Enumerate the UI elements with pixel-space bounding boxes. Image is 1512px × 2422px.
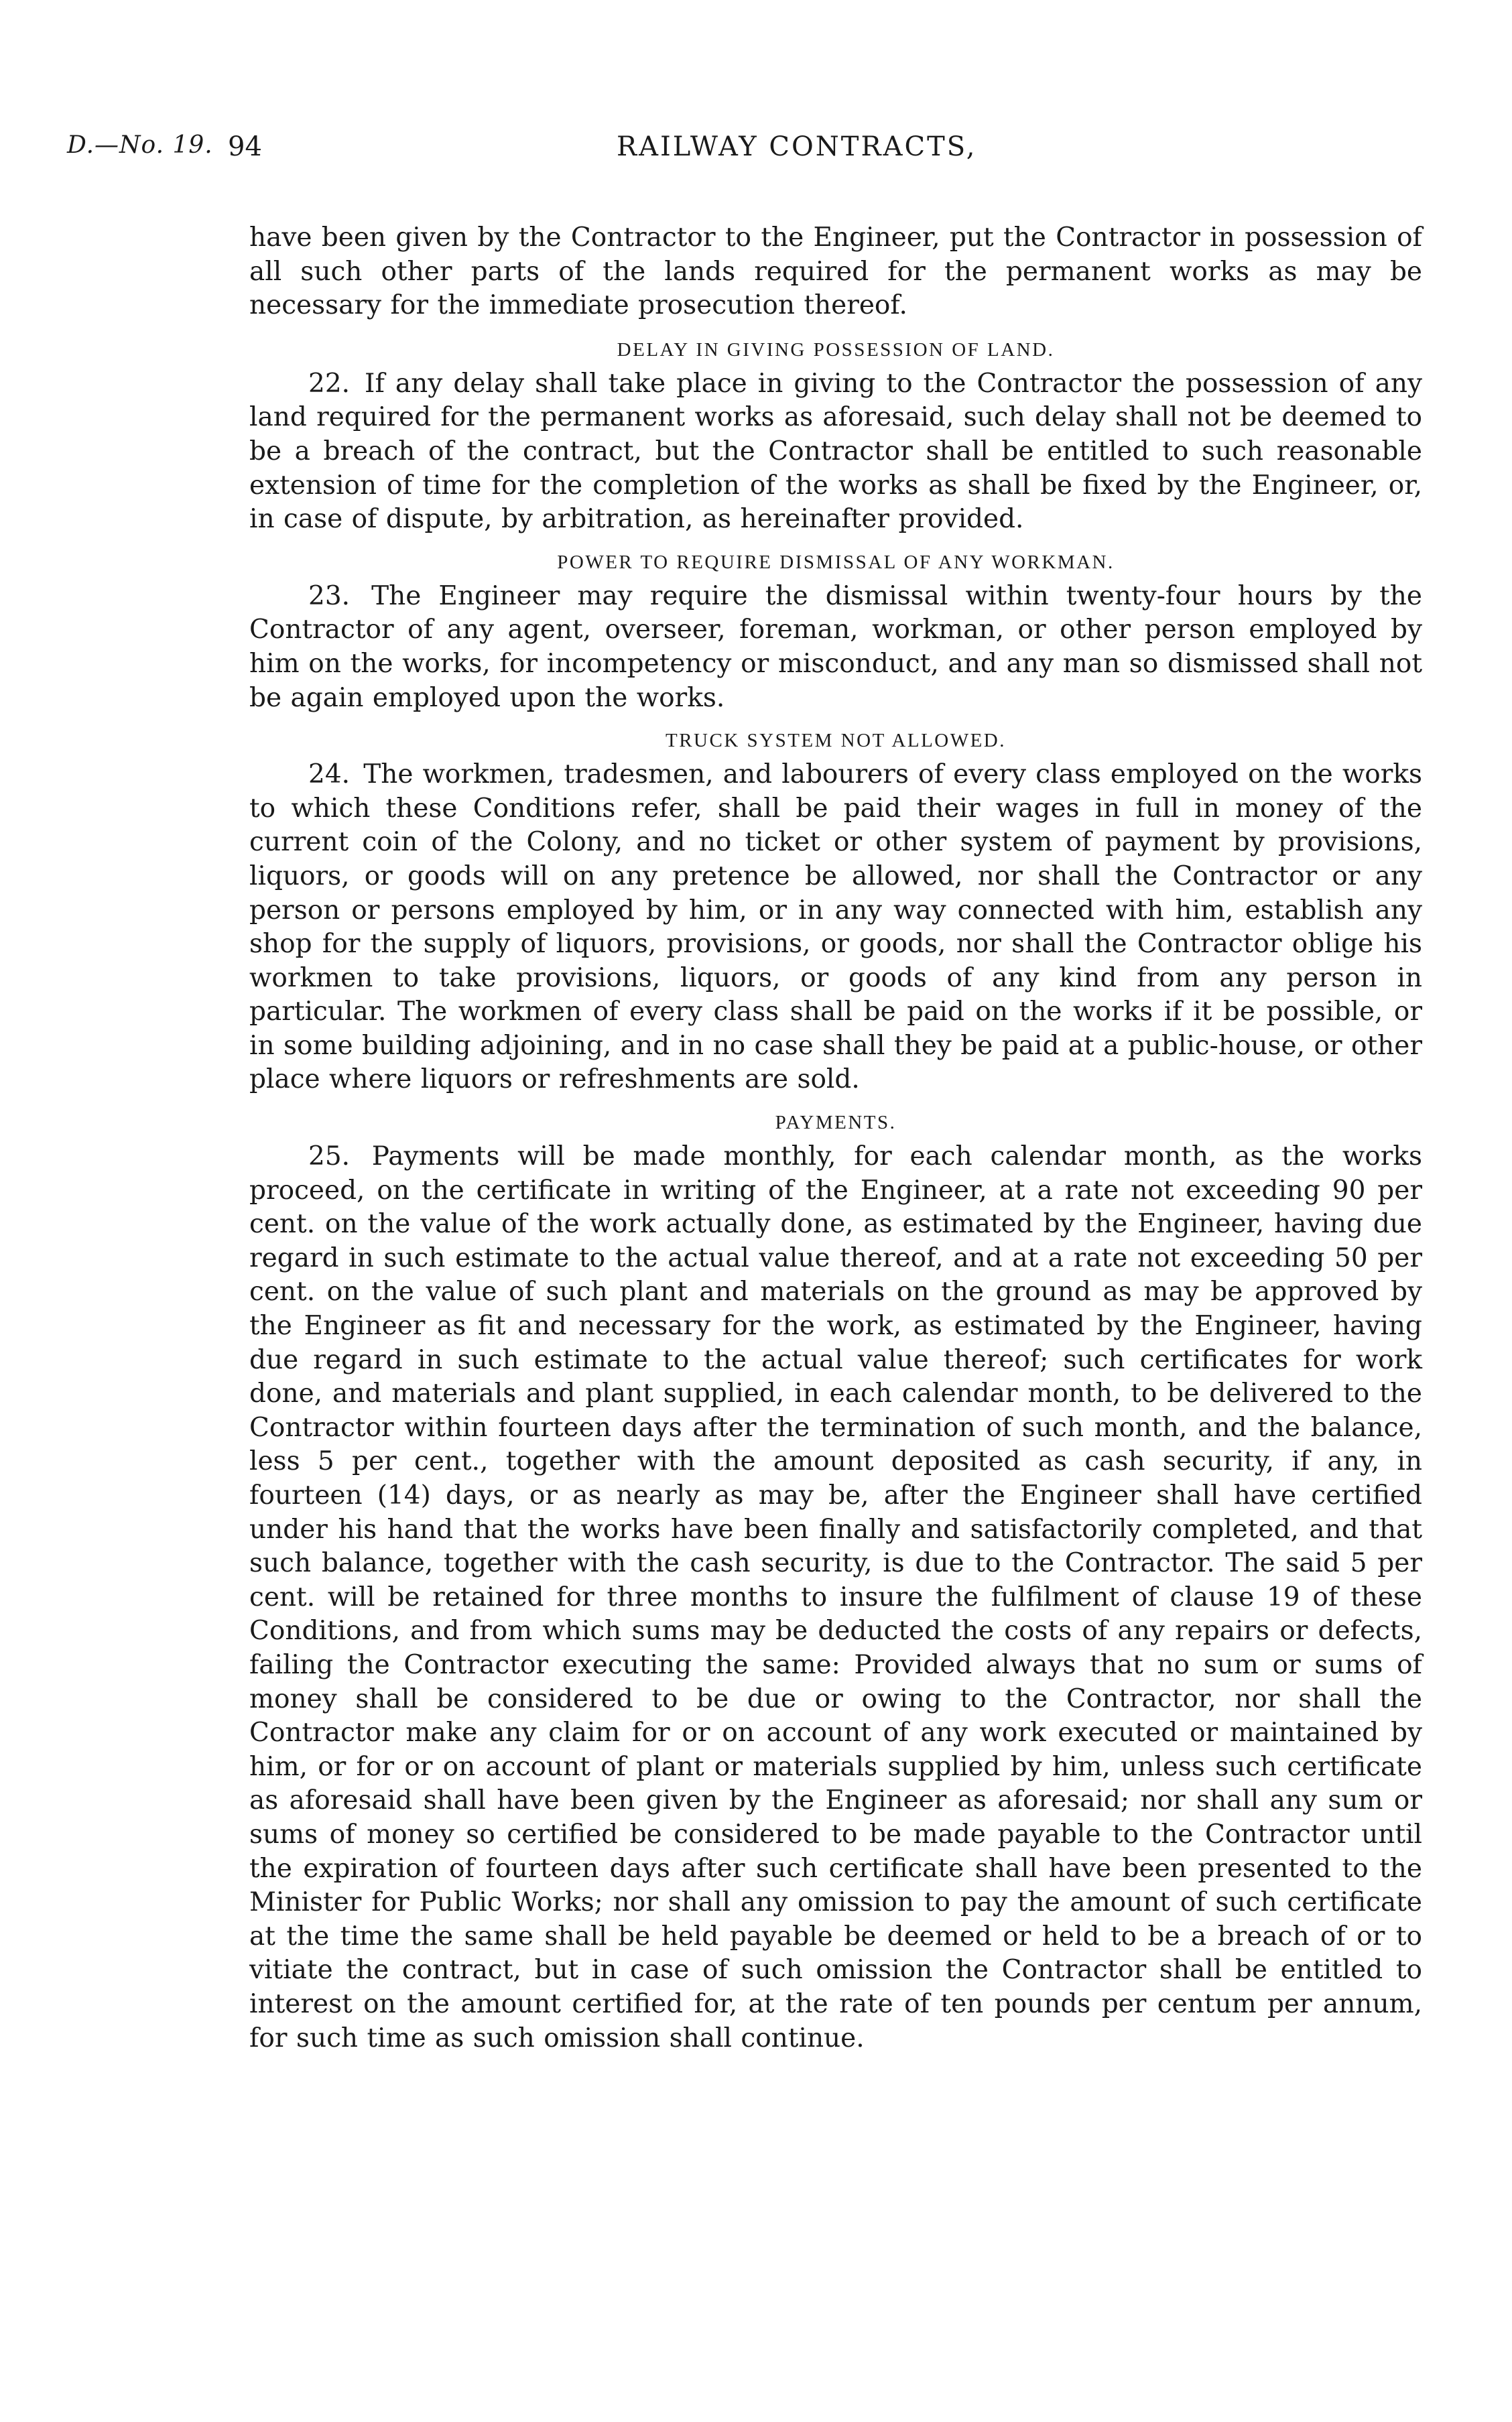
continuation-paragraph: have been given by the Contractor to the Engineer, put the Contractor in possession of all such other parts of the lands required for the permanent works as may be necessary for the immediate prosecution thereof. <box>249 222 1422 321</box>
body-text <box>249 221 1422 2055</box>
section-heading-delay-possession: DELAY IN GIVING POSSESSION OF LAND. <box>617 338 1055 361</box>
clause-23 <box>249 580 1422 715</box>
clause-number: 24. <box>308 759 351 790</box>
section-heading-truck-system: TRUCK SYSTEM NOT ALLOWED. <box>665 730 1007 752</box>
clause-24 <box>249 758 1422 1097</box>
clause-number: 23. <box>308 580 351 611</box>
clause-25 <box>249 1140 1422 2055</box>
clause-number: 22. <box>308 368 351 399</box>
section-heading-payments: PAYMENTS. <box>775 1112 897 1134</box>
section-heading-dismissal: POWER TO REQUIRE DISMISSAL OF ANY WORKMAN. <box>557 551 1115 573</box>
clause-text: The Engineer may require the dismissal within twenty-four hours by the Contractor of any agent, overseer, foreman, workman, or other person employed by him on the works, for incompetency or misconduct, and any man so dismissed shall not be again employed upon the works. <box>249 580 1422 713</box>
clause-text: The workmen, tradesmen, and labourers of every class employed on the works to which these Conditions refer, shall be paid their wages in full in money of the current coin of the Colony, and no ticket or other system of payment by provisions, liquors, or goods will on any pretence be allowed, nor shall the Contractor or any person or persons employed by him, or in any way connected with him, establish any shop for the supply of liquors, provisions, or goods, nor shall the Contractor oblige his workmen to take provisions, liquors, or goods of any kind from any person in particular. The workmen of every class shall be paid on the works if it be possible, or in some building adjoining, and in no case shall they be paid at a public-house, or other place where liquors or refreshments are sold. <box>249 759 1422 1095</box>
page-number: 94 <box>228 131 262 162</box>
clause-text: If any delay shall take place in giving to the Contractor the possession of any land required for the permanent works as aforesaid, such delay shall not be deemed to be a breach of the contract, but the Contractor shall be entitled to such reasonable extension of time for the completion of the works as shall be fixed by the Engineer, or, in case of dispute, by arbitration, as hereinafter provided. <box>249 368 1422 535</box>
running-title: RAILWAY CONTRACTS, <box>617 131 977 162</box>
clause-text: Payments will be made monthly, for each calendar month, as the works proceed, on the certificate in writing of the Engineer, at a rate not exceeding 90 per cent. on the value of the work actually done, as estimated by the Engineer, having due regard in such estimate to the actual value thereof, and at a rate not exceeding 50 per cent. on the value of such plant and materials on the ground as may be approved by the Engineer as fit and necessary for the work, as estimated by the Engineer, having due regard in such estimate to the actual value thereof; such certificates for work done, and materials and plant supplied, in each calendar month, to be delivered to the Contractor within fourteen days after the termination of such month, and the balance, less 5 per cent., together with the amount deposited as cash security, if any, in fourteen (14) days, or as nearly as may be, after the Engineer shall have certified under his hand that the works have been finally and satisfactorily completed, and that such balance, together with the cash security, is due to the Contractor. The said 5 per cent. will be retained for three months to insure the fulfilment of clause 19 of these Conditions, and from which sums may be deducted the costs of any repairs or defects, failing the Contractor executing the same: Provided always that no sum or sums of money shall be considered to be due or owing to the Contractor, nor shall the Contractor make any claim for or on account of any work executed or maintained by him, or for or on account of plant or materials supplied by him, unless such certificate as aforesaid shall have been given by the Engineer as aforesaid; nor shall any sum or sums of money so certified be considered to be made payable to the Contractor until the expiration of fourteen days after such certificate shall have been presented to the Minister for Public Works; nor shall any omission to pay the amount of such certificate at the time the same shall be held payable be deemed or held to be a breach of or to vitiate the contract, but in case of such omission the Contractor shall be entitled to interest on the amount certified for, at the rate of ten pounds per centum per annum, for such time as such omission shall continue. <box>249 1141 1422 2053</box>
running-header <box>67 131 1354 172</box>
clause-number: 25. <box>308 1141 351 1172</box>
clause-22 <box>249 367 1422 537</box>
document-reference: D.—No. 19. <box>67 131 213 159</box>
